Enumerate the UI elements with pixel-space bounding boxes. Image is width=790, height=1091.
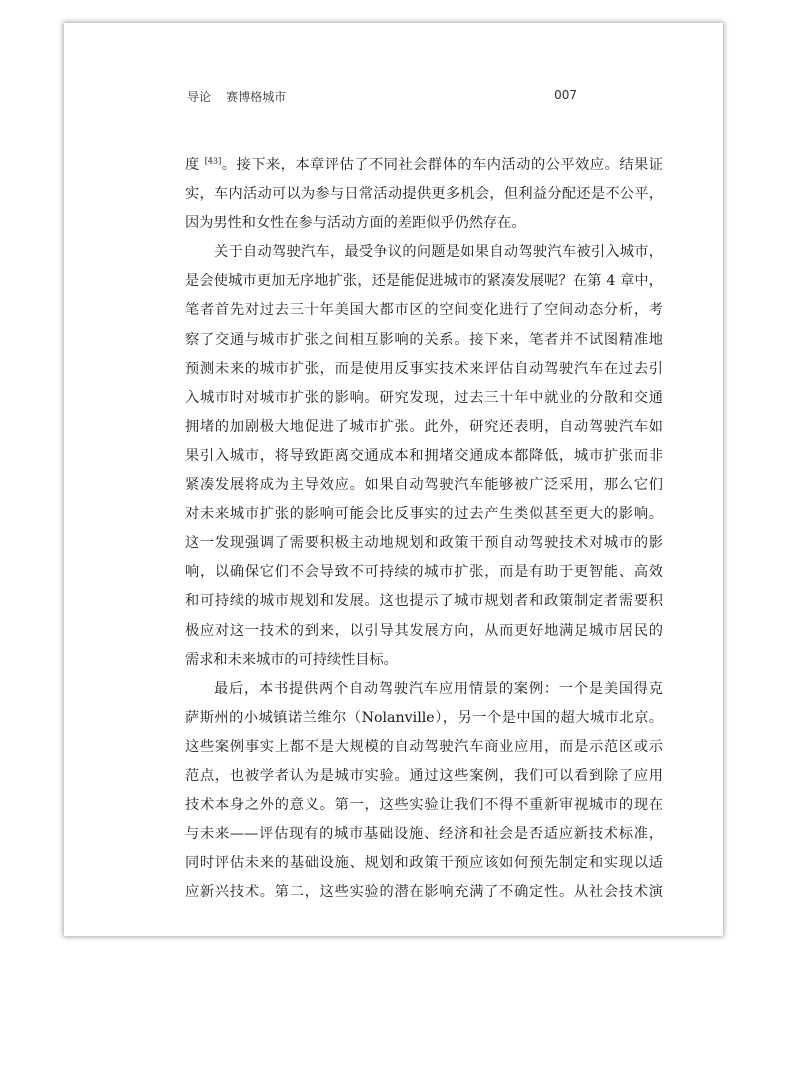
body-text	[185, 151, 663, 907]
text-line: 紧凑发展将成为主导效应。如果自动驾驶汽车能够被广泛采用，那么它们	[185, 477, 663, 494]
text-line: 应新兴技术。第二，这些实验的潜在影响充满了不确定性。从社会技术演	[185, 884, 663, 901]
text-line: 笔者首先对过去三十年美国大都市区的空间变化进行了空间动态分析，考	[185, 302, 663, 319]
text-line: 实，车内活动可以为参与日常活动提供更多机会，但利益分配还是不公平，	[185, 186, 663, 203]
text-line: 需求和未来城市的可持续性目标。	[185, 651, 398, 668]
text-fragment: 。接下来，本章评估了不同社会群体的车内活动的公平效应。结果证	[221, 157, 663, 173]
citation-superscript: [43]	[204, 156, 222, 166]
text-line: 这些案例事实上都不是大规模的自动驾驶汽车商业应用，而是示范区或示	[185, 738, 663, 755]
text-line: 萨斯州的小城镇诺兰维尔（Nolanville），另一个是中国的超大城市北京。	[185, 709, 663, 726]
text-line	[185, 151, 663, 180]
text-line: 与未来——评估现有的城市基础设施、经济和社会是否适应新技术标准，	[185, 826, 663, 843]
text-line: 和可持续的城市规划和发展。这也提示了城市规划者和政策制定者需要积	[185, 593, 663, 610]
text-line: 是会使城市更加无序地扩张，还是能促进城市的紧凑发展呢？在第 4 章中，	[185, 273, 663, 290]
text-fragment: 度	[185, 157, 205, 173]
text-line: 拥堵的加剧极大地促进了城市扩张。此外，研究还表明，自动驾驶汽车如	[185, 418, 663, 435]
text-line: 这一发现强调了需要积极主动地规划和政策干预自动驾驶技术对城市的影	[185, 535, 663, 552]
text-line: 入城市时对城市扩张的影响。研究发现，过去三十年中就业的分散和交通	[185, 389, 663, 406]
text-line: 响，以确保它们不会导致不可持续的城市扩张，而是有助于更智能、高效	[185, 564, 663, 581]
text-line: 极应对这一技术的到来，以引导其发展方向，从而更好地满足城市居民的	[185, 622, 663, 639]
text-line: 预测未来的城市扩张，而是使用反事实技术来评估自动驾驶汽车在过去引	[185, 360, 663, 377]
text-line: 对未来城市扩张的影响可能会比反事实的过去产生类似甚至更大的影响。	[185, 506, 663, 523]
text-line: 因为男性和女性在参与活动方面的差距似乎仍然存在。	[185, 215, 526, 232]
text-line: 范点，也被学者认为是城市实验。通过这些案例，我们可以看到除了应用	[185, 767, 663, 784]
text-line: 同时评估未来的基础设施、规划和政策干预应该如何预先制定和实现以适	[185, 855, 663, 872]
text-line: 最后，本书提供两个自动驾驶汽车应用情景的案例：一个是美国得克	[214, 680, 663, 697]
book-page	[64, 23, 723, 936]
page-number: 007	[554, 88, 577, 102]
text-line: 察了交通与城市扩张之间相互影响的关系。接下来，笔者并不试图精准地	[185, 331, 663, 348]
running-head: 导论 赛博格城市	[187, 90, 287, 104]
text-line: 果引入城市，将导致距离交通成本和拥堵交通成本都降低，城市扩张而非	[185, 447, 663, 464]
text-line: 技术本身之外的意义。第一，这些实验让我们不得不重新审视城市的现在	[185, 797, 663, 814]
text-line: 关于自动驾驶汽车，最受争议的问题是如果自动驾驶汽车被引入城市，	[214, 244, 663, 261]
